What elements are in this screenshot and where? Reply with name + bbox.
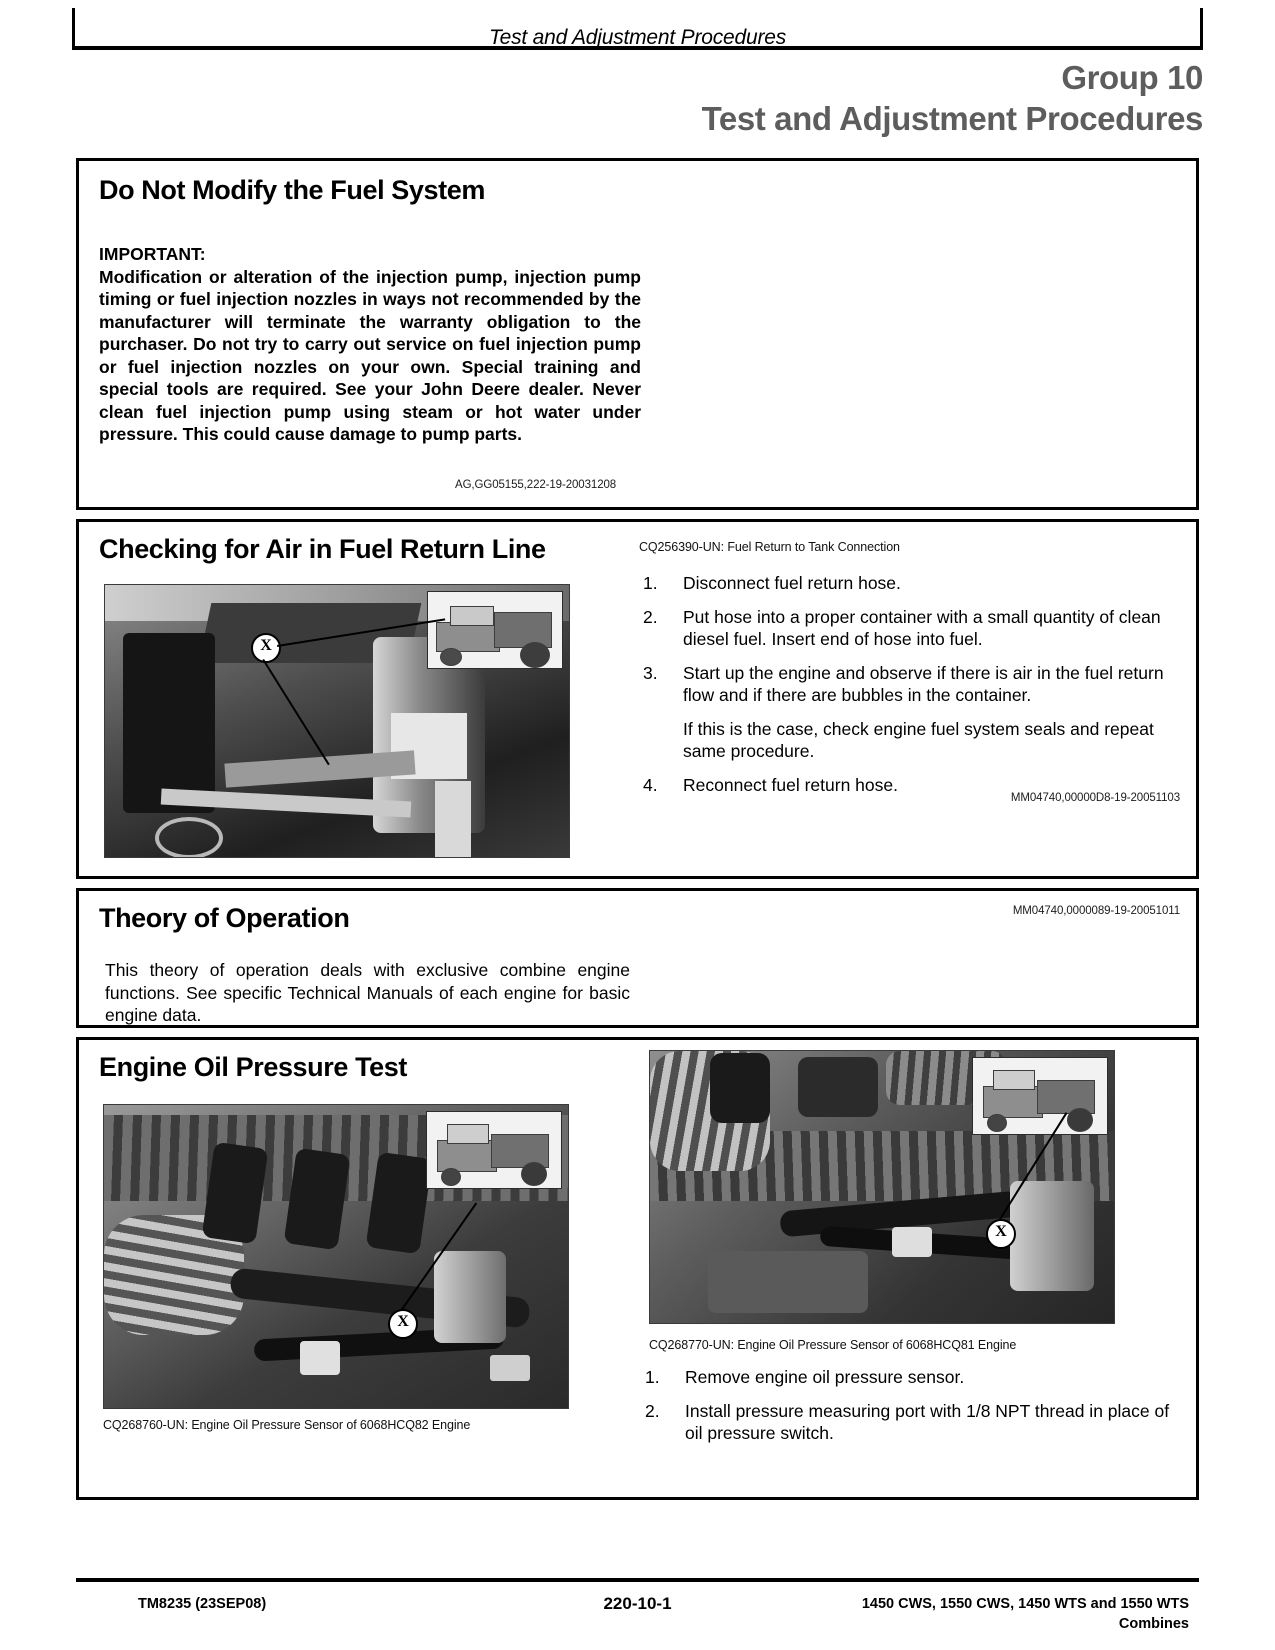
step-number: 1. [645,1367,660,1387]
step-text: Put hose into a proper container with a small quantity of clean diesel fuel. Insert end of hose into fuel. [683,606,1161,649]
callout-x-oil-sensor-right: X [986,1219,1016,1249]
step-number: 2. [645,1400,660,1421]
procedure-list-checking-air [639,572,1179,807]
running-header-text: Test and Adjustment Procedures [488,26,787,49]
group-name: Test and Adjustment Procedures [701,100,1203,137]
footer-models-line2: Combines [1118,1616,1189,1632]
important-note-block [99,243,641,446]
footer-page-number: 220-10-1 [603,1594,672,1613]
step-text: Disconnect fuel return hose. [683,573,901,593]
list-item [639,662,1179,763]
section-engine-oil-pressure-test [76,1037,1199,1500]
running-header [72,8,1203,50]
procedure-list-engine-oil-pressure [641,1366,1186,1456]
step-text: Reconnect fuel return hose. [683,774,898,795]
inset-machine-locator-right [972,1057,1108,1135]
page-footer [76,1590,1199,1638]
step-text: Start up the engine and observe if there is air in the fuel return flow and if there are bubbles in the container. [683,662,1164,705]
refcode-do-not-modify: AG,GG05155,222-19-20031208 [455,479,617,491]
step-text: Install pressure measuring port with 1/8 NPT thread in place of oil pressure switch. [685,1400,1170,1443]
list-item [639,572,1179,595]
inset-machine-locator [427,591,563,669]
footer-models-line1: 1450 CWS, 1550 CWS, 1450 WTS and 1550 WTS [861,1596,1189,1612]
photo-oil-pressure-sensor-6068HCQ81 [649,1050,1115,1324]
step-number: 2. [643,606,658,627]
refcode-theory-of-operation: MM04740,0000089-19-20051011 [1012,905,1180,917]
footer-models [862,1594,1189,1634]
list-item [641,1366,1186,1389]
theory-of-operation-body: This theory of operation deals with exclusive combine engine functions. See specific Technical Manuals of each engine for basic engine data. [105,960,630,1025]
section-heading-checking-air: Checking for Air in Fuel Return Line [99,534,546,564]
footer-manual-id: TM8235 (23SEP08) [138,1596,267,1612]
list-item [641,1400,1186,1445]
step-number: 1. [643,573,658,593]
step-number: 4. [643,774,658,795]
inset-machine-locator-left [426,1111,562,1189]
section-do-not-modify-fuel-system [76,158,1199,510]
step-text: Remove engine oil pressure sensor. [685,1367,965,1387]
photo-fuel-return-to-tank [104,584,570,858]
photo-oil-pressure-sensor-6068HCQ82 [103,1104,569,1409]
group-number: Group 10 [1061,59,1203,96]
callout-x-oil-sensor-left: X [388,1309,418,1339]
caption-oil-pressure-sensor-right: CQ268770-UN: Engine Oil Pressure Sensor of 6068HCQ81 Engine [649,1338,1017,1352]
section-heading-theory-of-operation: Theory of Operation [99,903,350,933]
important-body: Modification or alteration of the injection pump, injection pump timing or fuel injection nozzles in ways not recommended by the manufacturer will terminate the warranty obligation to the purchaser. Do not try to carry out service on fuel injection pump or fuel injection nozzles on your own. Special training and special tools are required. See your John Deere dealer. Never clean fuel injection pump using steam or hot water under pressure. This could cause damage to pump parts. [99,266,641,444]
refcode-checking-air: MM04740,00000D8-19-20051103 [1010,792,1180,804]
important-label: IMPORTANT: [99,244,206,264]
section-checking-air-fuel-return [76,519,1199,879]
section-heading-do-not-modify: Do Not Modify the Fuel System [99,175,485,205]
figure-caption-fuel-return: CQ256390-UN: Fuel Return to Tank Connection [639,540,900,554]
caption-oil-pressure-sensor-left: CQ268760-UN: Engine Oil Pressure Sensor of 6068HCQ82 Engine [103,1418,471,1432]
section-theory-of-operation [76,888,1199,1028]
step-number: 3. [643,662,658,683]
group-title-block [72,58,1203,140]
footer-divider [76,1578,1199,1582]
callout-x-fuel-return: X [251,633,281,663]
step-subtext: If this is the case, check engine fuel system seals and repeat same procedure. [683,718,1154,761]
list-item [639,606,1179,651]
section-heading-engine-oil-pressure-test: Engine Oil Pressure Test [99,1052,408,1082]
